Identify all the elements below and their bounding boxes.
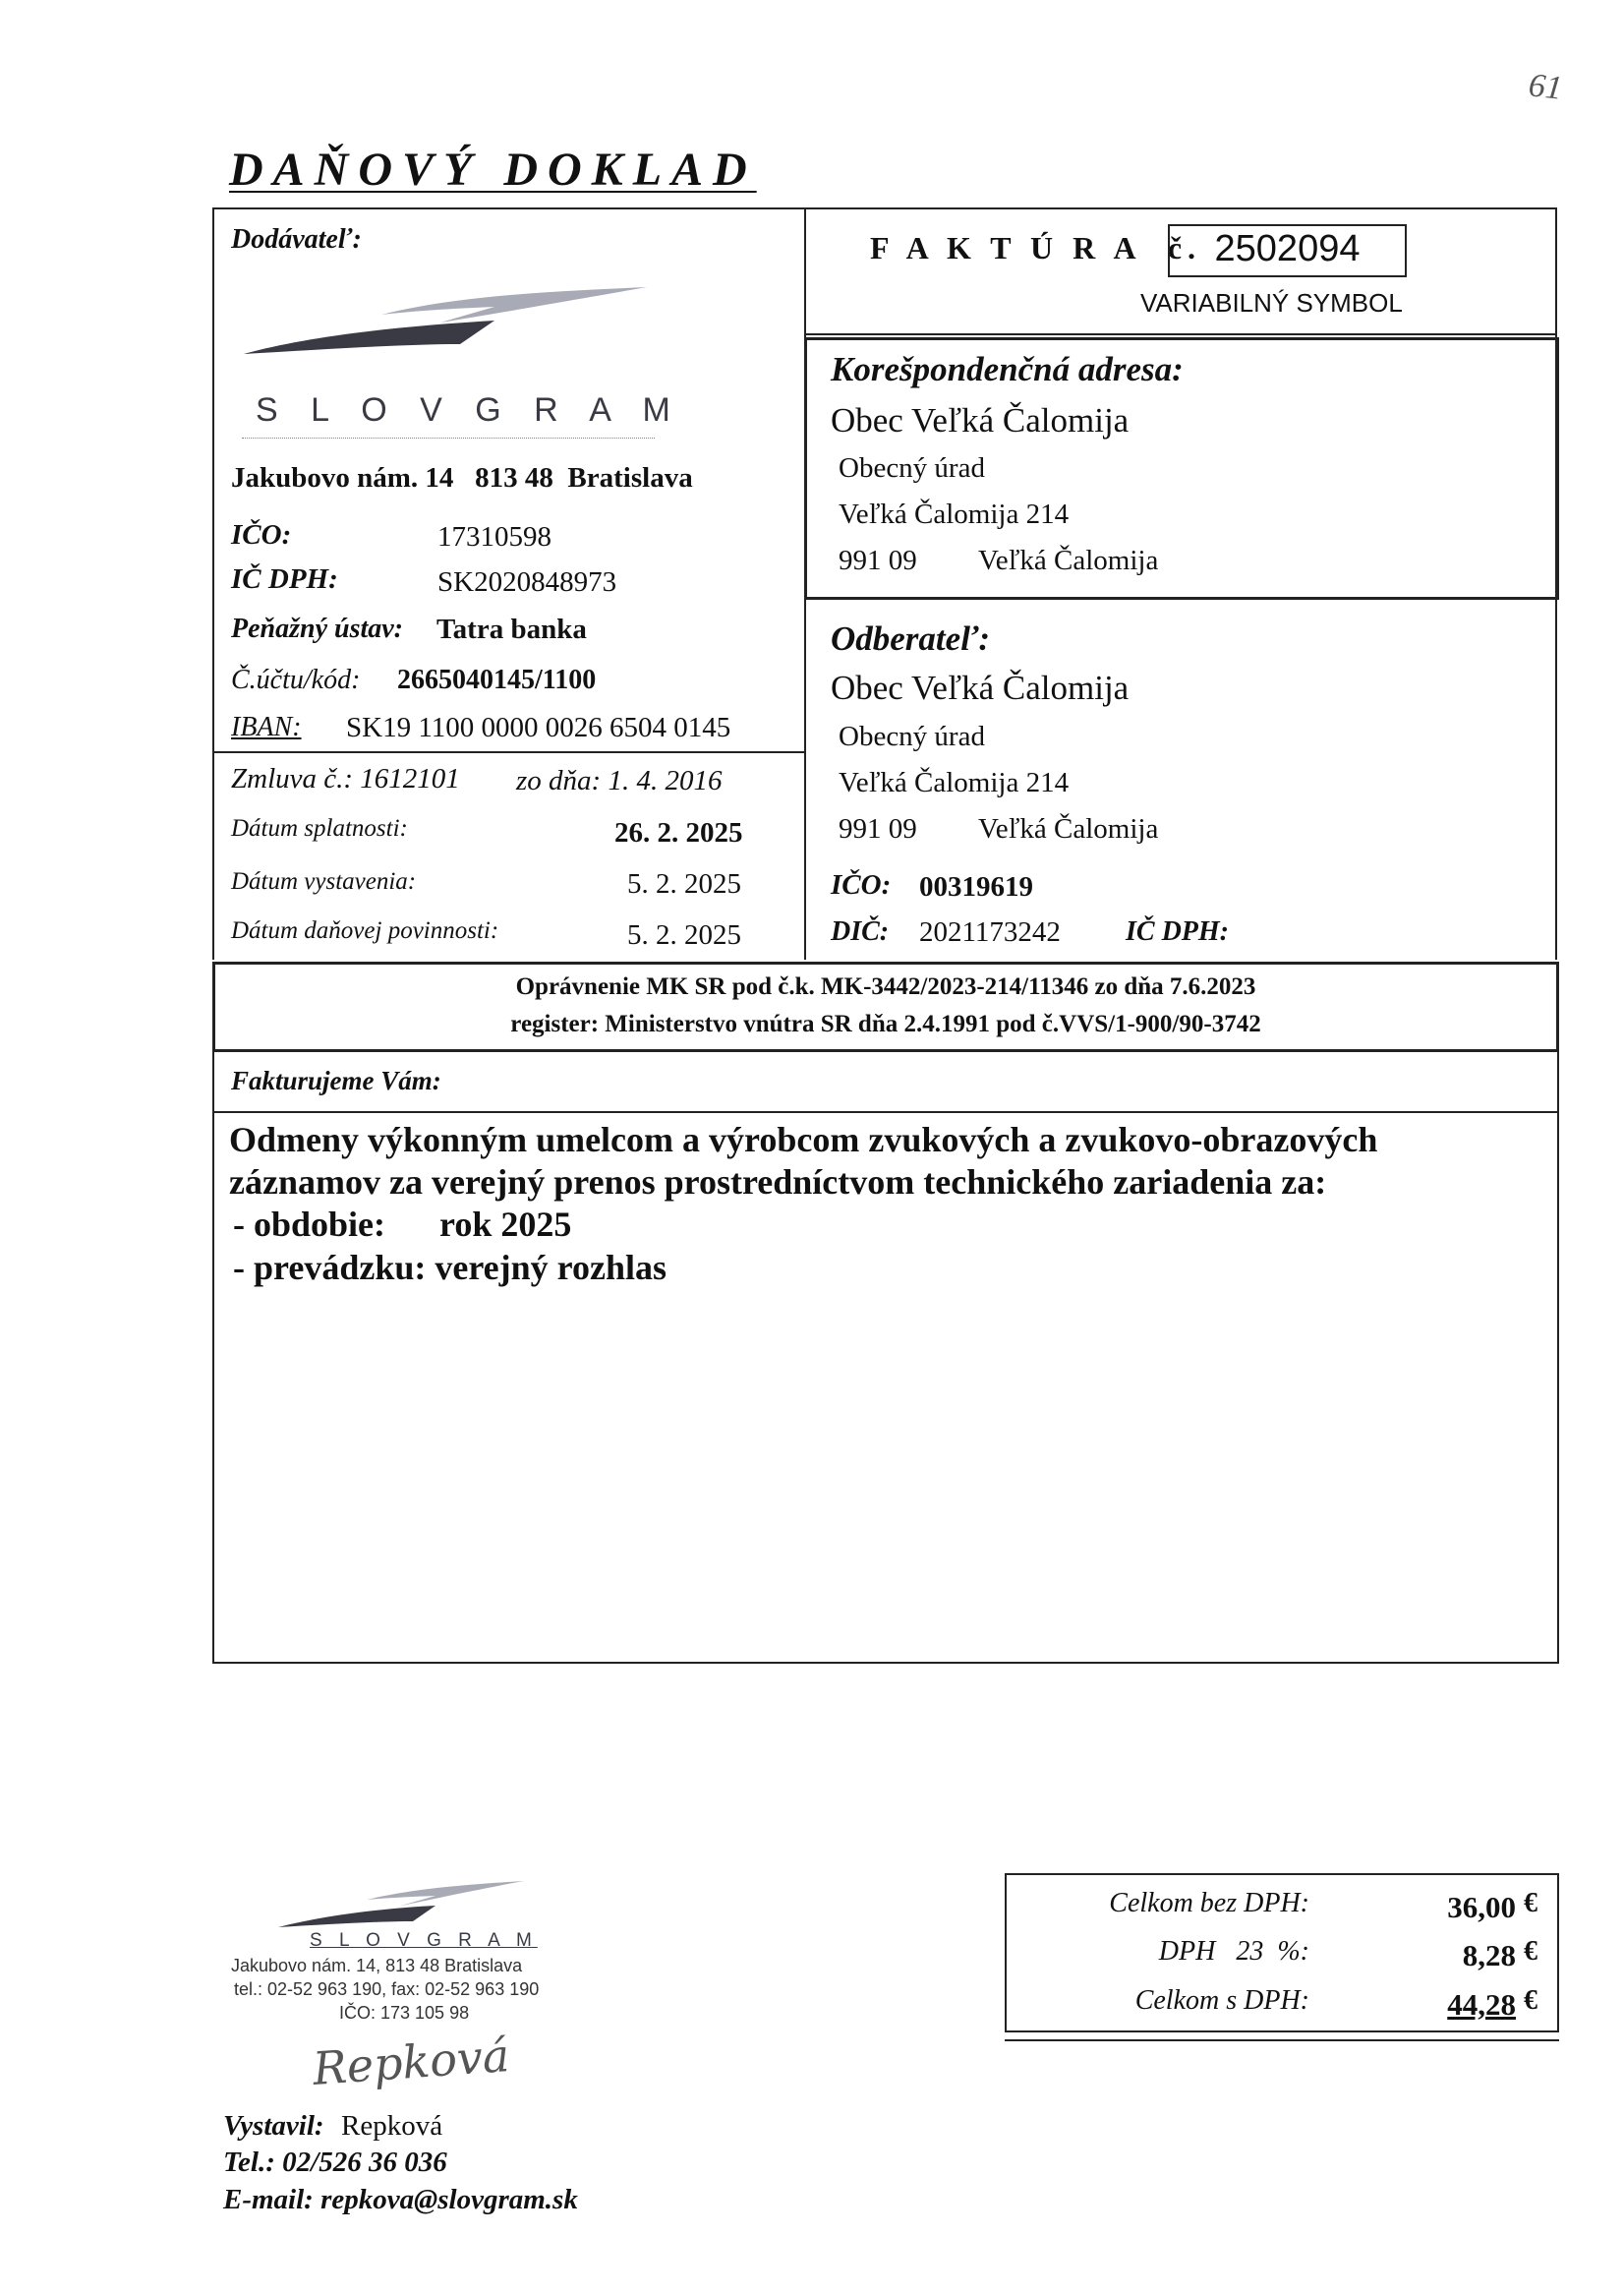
net-total-value: 36,00 (1447, 1890, 1516, 1924)
document-title: DAŇOVÝ DOKLAD (229, 144, 757, 196)
customer-dic-label: DIČ: (831, 916, 890, 947)
issuer-email: E-mail: repkova@slovgram.sk (223, 2184, 578, 2215)
vat-label: DPH 23 %: (1158, 1936, 1309, 1967)
correspondence-city: Veľká Čalomija (978, 545, 1159, 576)
supplier-icdph-label: IČ DPH: (231, 563, 338, 595)
billing-line1: Odmeny výkonným umelcom a výrobcom zvukových a zvukovo-obrazových (229, 1120, 1378, 1159)
signature: Repková (311, 2029, 511, 2095)
supplier-bank-label: Peňažný ústav: (231, 614, 403, 644)
issue-date-label: Dátum vystavenia: (231, 868, 417, 895)
supplier-icdph: SK2020848973 (437, 566, 617, 598)
customer-ico-label: IČO: (831, 869, 892, 901)
billing-label: Fakturujeme Vám: (231, 1066, 441, 1095)
due-date: 26. 2. 2025 (614, 817, 743, 849)
invoice-bottom-line (804, 333, 1557, 335)
supplier-label: Dodávateľ: (231, 224, 362, 255)
net-total-label: Celkom bez DPH: (1109, 1888, 1309, 1918)
authorization-line2: register: Ministerstvo vnútra SR dňa 2.4.1991 pod č.VVS/1-900/90-3742 (510, 1011, 1261, 1037)
stamp-line3: IČO: 173 105 98 (339, 2003, 470, 2023)
billing-line2: záznamov za verejný prenos prostredníctvom technického zariadenia za: (229, 1162, 1327, 1202)
correspondence-label: Korešpondenčná adresa: (831, 350, 1184, 388)
stamp-line2: tel.: 02-52 963 190, fax: 02-52 963 190 (234, 1979, 540, 1999)
customer-label: Odberateľ: (831, 619, 991, 658)
slovgram-logo-icon (234, 285, 657, 364)
supplier-iban-label: IBAN: (231, 712, 302, 742)
customer-line2: Veľká Čalomija 214 (839, 767, 1070, 798)
customer-name: Obec Veľká Čalomija (831, 669, 1130, 707)
authorization-line1: Oprávnenie MK SR pod č.k. MK-3442/2023-214/11346 zo dňa 7.6.2023 (515, 973, 1256, 1000)
issuer-phone: Tel.: 02/526 36 036 (223, 2147, 447, 2178)
invoice-number: 2502094 (1214, 228, 1361, 269)
supplier-bank: Tatra banka (436, 614, 587, 645)
tax-date: 5. 2. 2025 (627, 919, 741, 951)
invoice-label: F A K T Ú R A č. (870, 230, 1202, 265)
contract-date: zo dňa: 1. 4. 2016 (516, 765, 723, 796)
supplier-ico: 17310598 (437, 521, 551, 553)
billing-period-label: - obdobie: (233, 1205, 386, 1244)
gross-total-label: Celkom s DPH: (1134, 1985, 1309, 2016)
customer-line1: Obecný úrad (839, 721, 985, 752)
gross-currency: € (1524, 1985, 1537, 2016)
supplier-address: Jakubovo nám. 14 813 48 Bratislava (231, 462, 693, 494)
stamp-logo-text: S L O V G R A M (310, 1930, 538, 1951)
supplier-ico-label: IČO: (231, 519, 292, 551)
grid-left-line (212, 207, 214, 960)
issuer-name: Repková (341, 2110, 443, 2142)
supplier-iban: SK19 1100 0000 0026 6504 0145 (346, 712, 731, 743)
supplier-bottom-line (212, 751, 804, 753)
stamp-logo-icon (273, 1880, 529, 1933)
grid-top-line (212, 207, 1557, 209)
correspondence-zip: 991 09 (839, 545, 917, 576)
correspondence-name: Obec Veľká Čalomija (831, 401, 1130, 440)
supplier-account: 2665040145/1100 (397, 665, 597, 695)
billing-period-value: rok 2025 (439, 1205, 572, 1244)
tax-date-label: Dátum daňovej povinnosti: (231, 917, 499, 944)
correspondence-line1: Obecný úrad (839, 452, 985, 484)
due-date-label: Dátum splatnosti: (231, 815, 408, 842)
billing-header-line (212, 1111, 1557, 1113)
billing-operation: - prevádzku: verejný rozhlas (233, 1248, 667, 1287)
customer-dic: 2021173242 (919, 916, 1061, 948)
logo-underline (242, 438, 655, 439)
contract-number: Zmluva č.: 1612101 (231, 763, 460, 794)
vat-currency: € (1524, 1936, 1537, 1967)
issue-date: 5. 2. 2025 (627, 868, 741, 900)
page-number-mark: 61 (1527, 67, 1564, 107)
vat-value: 8,28 (1462, 1938, 1516, 1972)
net-currency: € (1524, 1888, 1537, 1918)
supplier-account-label: Č.účtu/kód: (231, 665, 361, 695)
variable-symbol-label: VARIABILNÝ SYMBOL (1140, 288, 1403, 318)
supplier-logo-text: S L O V G R A M (256, 391, 682, 429)
correspondence-line2: Veľká Čalomija 214 (839, 499, 1070, 530)
customer-zip: 991 09 (839, 813, 917, 845)
customer-city: Veľká Čalomija (978, 813, 1159, 845)
gross-total-value: 44,28 (1447, 1987, 1516, 2022)
stamp-line1: Jakubovo nám. 14, 813 48 Bratislava (231, 1956, 523, 1975)
customer-icdph-label: IČ DPH: (1126, 916, 1229, 947)
totals-double-line (1005, 2039, 1559, 2041)
customer-ico: 00319619 (919, 871, 1033, 903)
issuer-label: Vystavil: (223, 2110, 324, 2142)
